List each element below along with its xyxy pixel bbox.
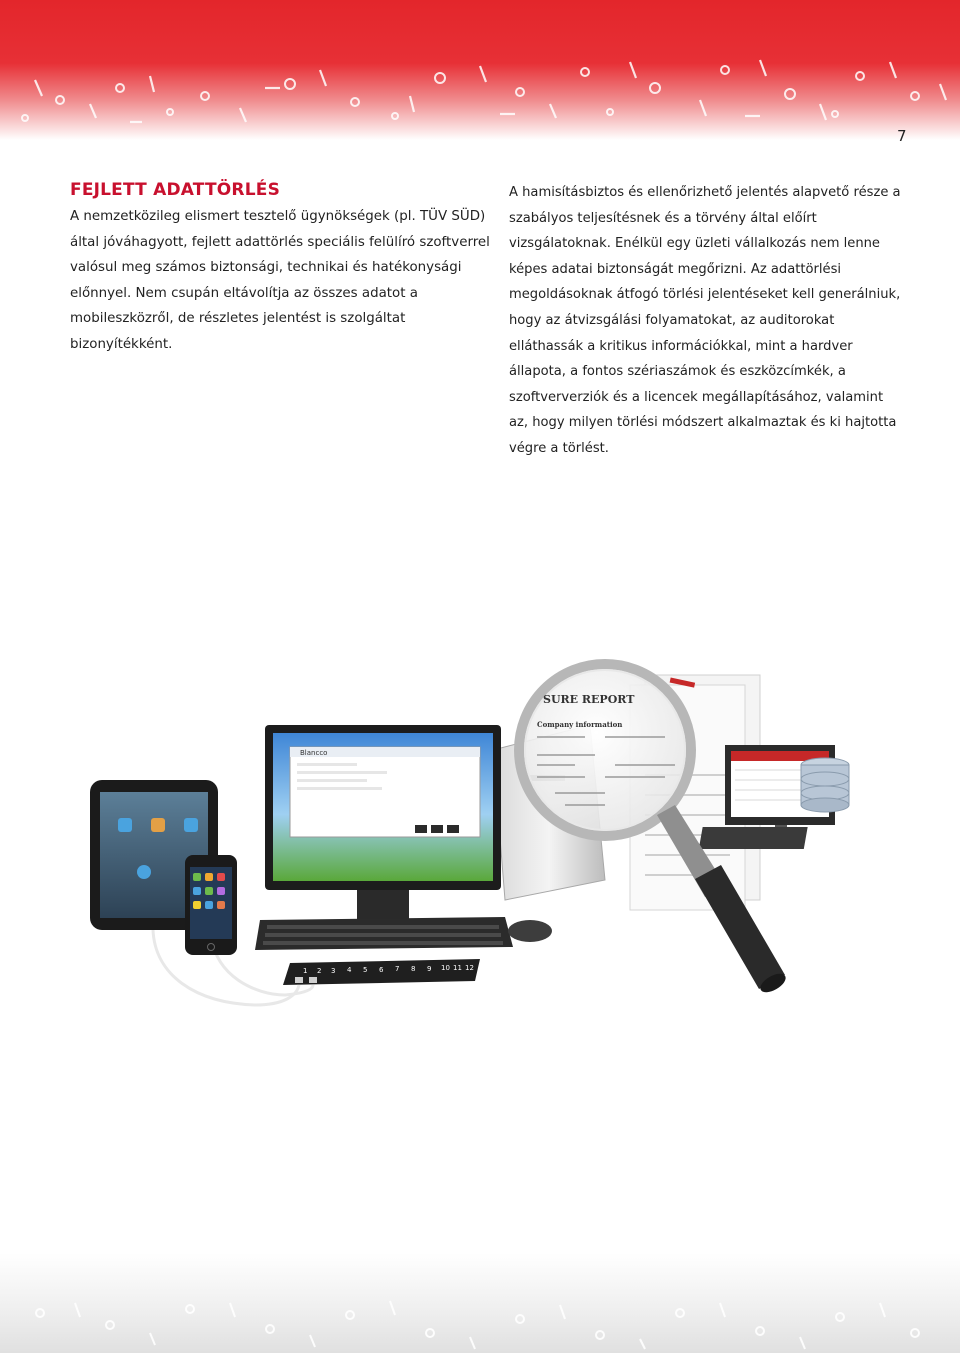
mouse — [508, 920, 552, 942]
svg-text:9: 9 — [427, 965, 432, 973]
section-title: FEJLETT ADATTÖRLÉS — [70, 180, 281, 200]
header-band — [0, 0, 960, 140]
footer-band — [0, 1253, 960, 1353]
svg-text:2: 2 — [317, 967, 322, 975]
app-title: Blancco — [300, 749, 328, 757]
smartphone-device — [185, 855, 237, 955]
svg-text:10: 10 — [441, 964, 450, 972]
keyboard — [255, 917, 513, 950]
svg-text:1: 1 — [303, 967, 308, 975]
right-paragraph: A hamisításbiztos és ellenőrizhető jelentés alapvető része a szabályos teljesítésnek és a törvény által előírt vizsgálatoknak. Enélkül egy üzleti vállalkozás nem lenne képes adatai biztonságát megőrizni. Az adattörlési megoldásoknak átfogó törlési jelentéseket kell generálniuk, hogy az átvizsgálási folyamatokat, az auditorokat elláthassák a kritikus információkkal, mint a hardver állapota, a fontos szériaszámok és eszközcímkék, a szoftververziók és a licencek megállapításához, valamint az, hogy milyen törlési módszert alkalmaztak és ki hajtotta végre a törlést. — [509, 185, 901, 456]
disk-stack-icon — [801, 758, 849, 812]
svg-text:12: 12 — [465, 964, 474, 972]
left-paragraph: A nemzetközileg elismert tesztelő ügynökségek (pl. TÜV SÜD) által jóváhagyott, fejlett adattörlés speciális felülíró szoftverrel valósul meg számos biztonsági, technikai és hatékonysági előnnyel. Nem csupán eltávolítja az összes adatot a mobileszközről, de részletes jelentést is szolgáltat bizonyítékként. — [70, 209, 490, 352]
svg-text:5: 5 — [363, 966, 368, 974]
data-erasure-illustration — [85, 655, 885, 1025]
report-subheading: Company information — [537, 720, 623, 729]
svg-text:8: 8 — [411, 965, 416, 973]
usb-hub — [283, 959, 480, 985]
svg-text:6: 6 — [379, 966, 384, 974]
svg-text:3: 3 — [331, 967, 336, 975]
report-heading: SURE REPORT — [543, 693, 635, 706]
right-column — [509, 180, 904, 462]
svg-text:7: 7 — [395, 965, 400, 973]
binary-pattern-decoration — [0, 0, 960, 140]
svg-text:4: 4 — [347, 966, 352, 974]
svg-text:11: 11 — [453, 964, 462, 972]
page-number: 7 — [897, 127, 907, 145]
main-monitor — [265, 725, 501, 937]
footer-pattern-decoration — [0, 1253, 960, 1353]
left-column — [70, 180, 490, 358]
